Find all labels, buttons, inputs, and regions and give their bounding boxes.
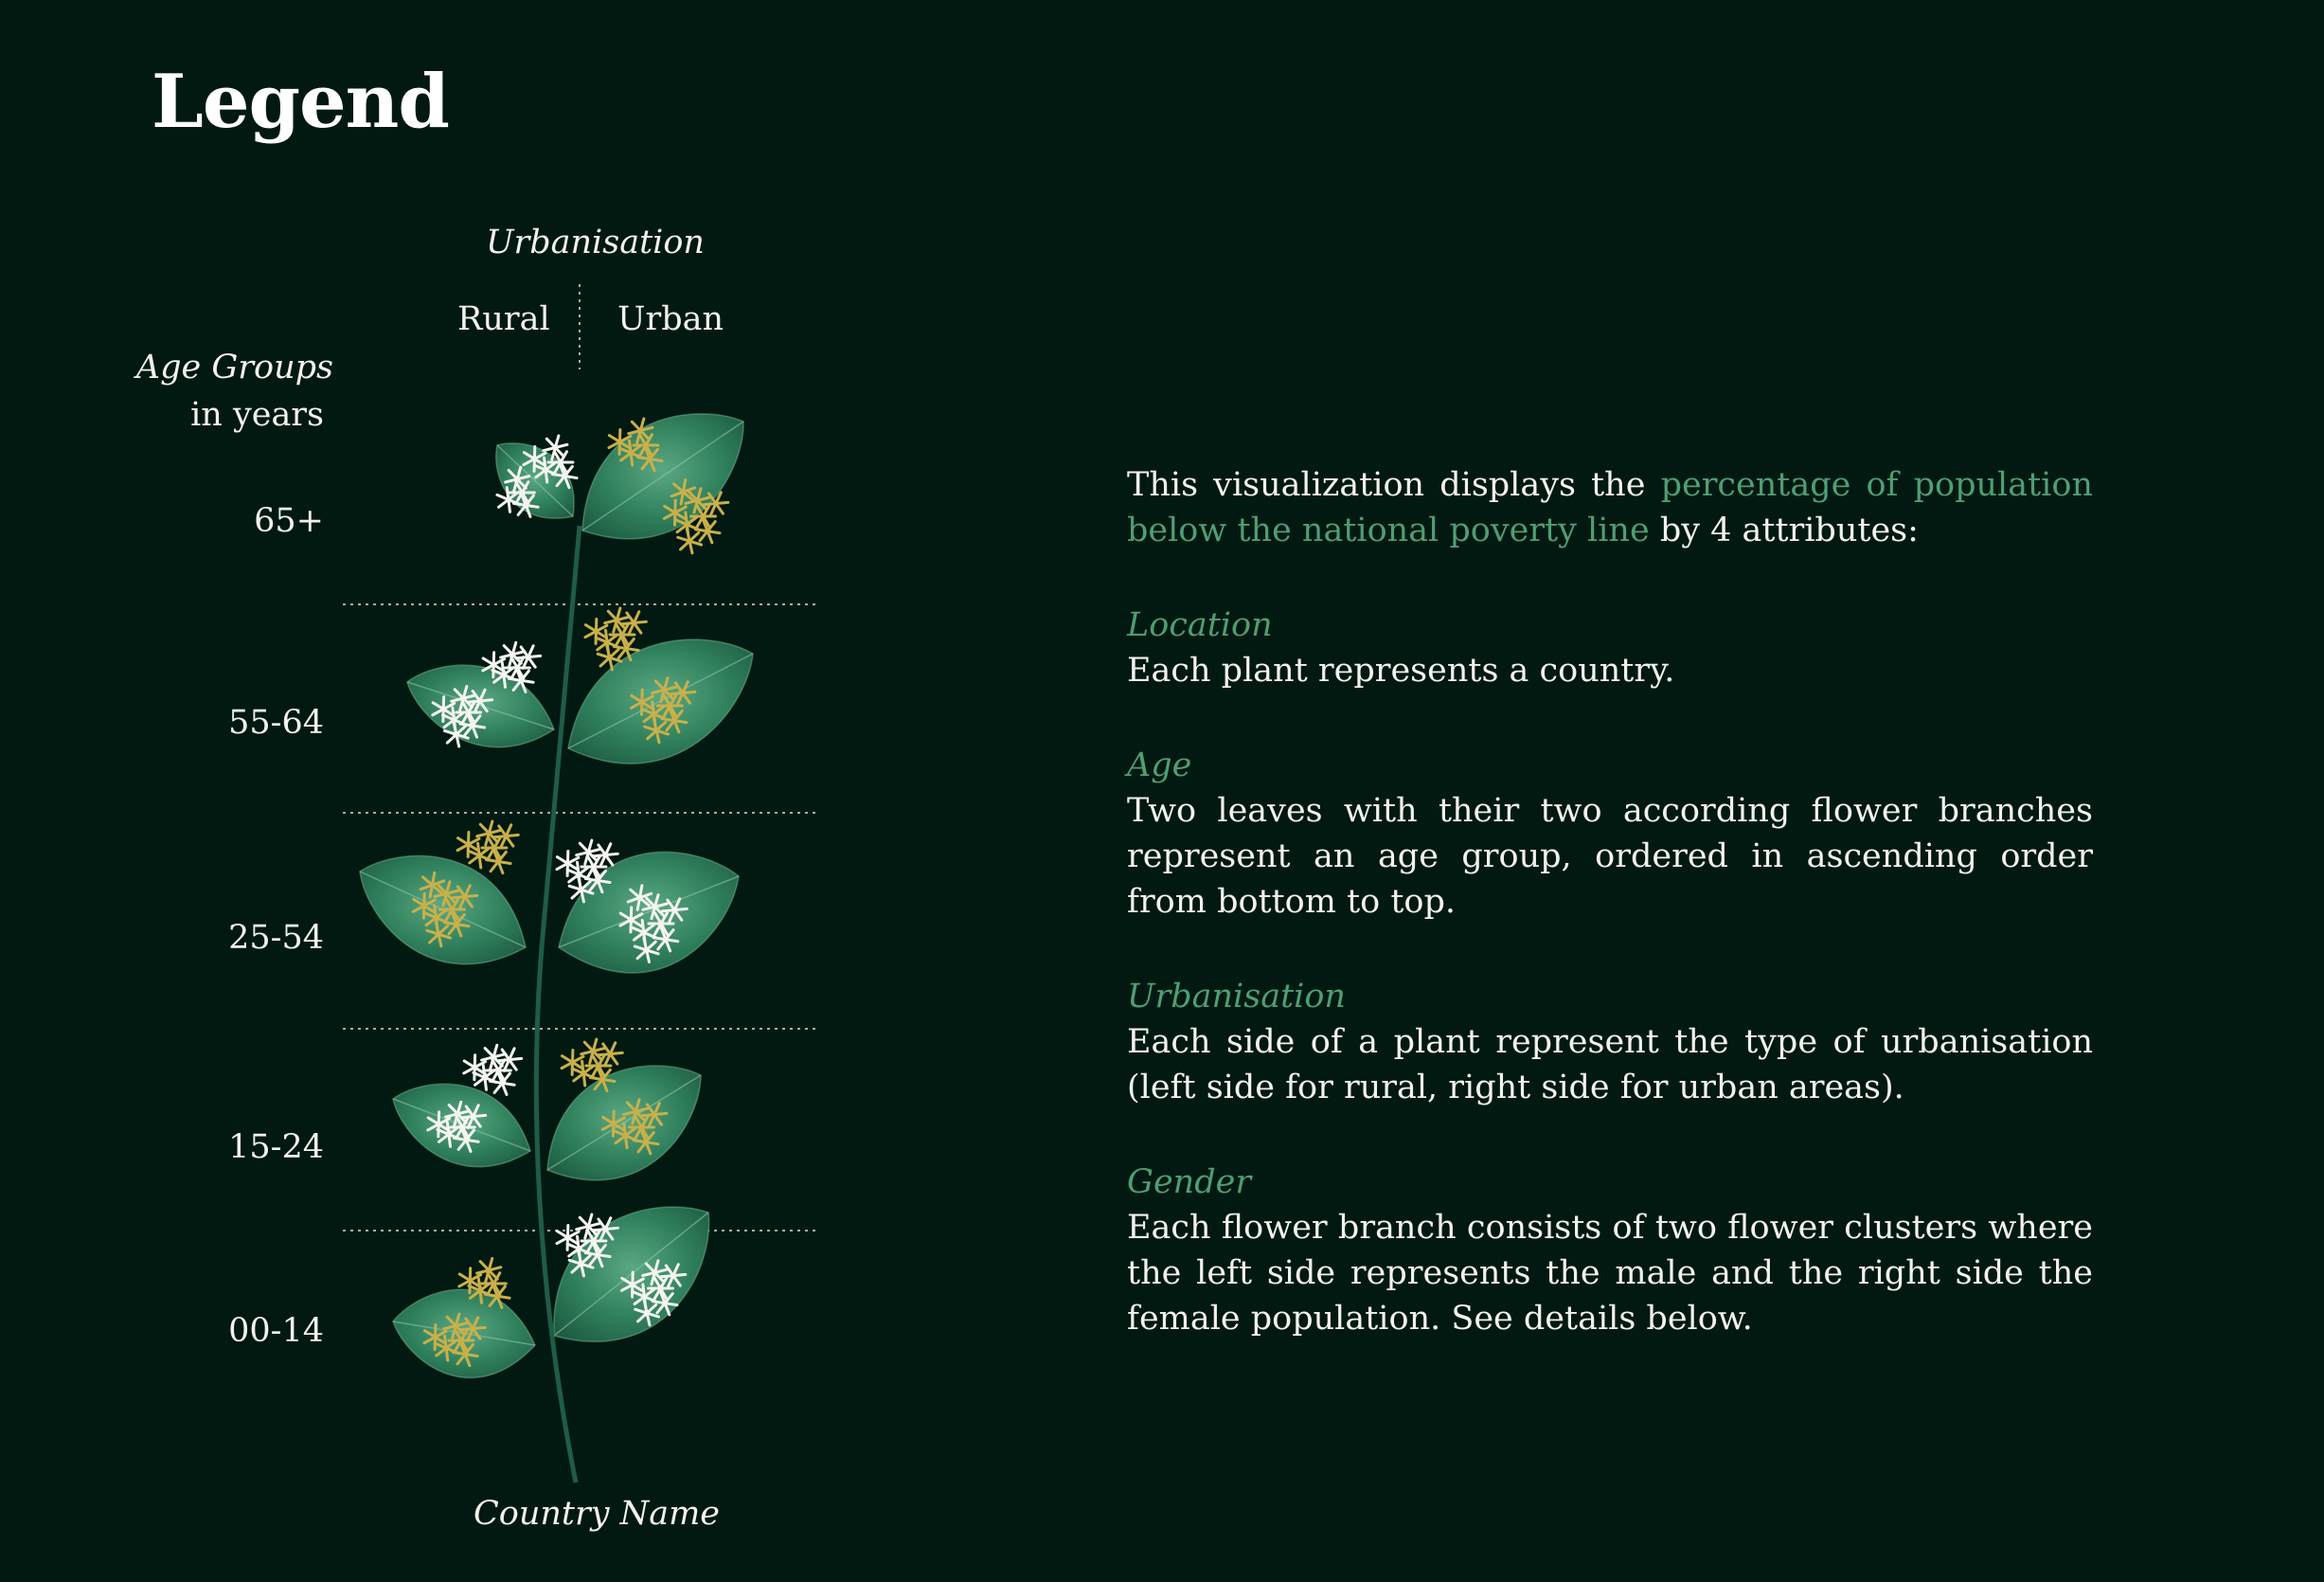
petal: [480, 700, 492, 701]
petal: [506, 836, 513, 847]
flower-cluster: [464, 1045, 522, 1094]
rural-label: Rural: [457, 300, 550, 338]
petal: [521, 680, 533, 682]
petal: [475, 1077, 485, 1085]
urbanisation-label: Urbanisation: [486, 224, 705, 261]
petal: [580, 1217, 588, 1226]
petal: [485, 1077, 487, 1089]
intro-highlight: percentage of population below the national poverty line: [1127, 466, 2093, 549]
petal: [580, 843, 588, 852]
petal: [707, 531, 720, 533]
petal: [446, 1348, 448, 1360]
petal: [608, 611, 617, 620]
petal: [602, 1080, 615, 1082]
section-urbanisation: [1127, 974, 2093, 1110]
petal: [689, 532, 699, 541]
petal: [526, 505, 538, 507]
age-group-label: 25-54: [228, 919, 324, 957]
section-location: [1127, 602, 2093, 693]
petal: [562, 1062, 572, 1068]
petal: [465, 1355, 477, 1357]
age-group-label: 65+: [254, 502, 324, 540]
petal: [456, 925, 469, 926]
petal: [598, 1054, 610, 1055]
petal: [480, 1290, 482, 1303]
flower-cluster: [457, 821, 518, 873]
petal: [460, 1329, 473, 1330]
petal: [598, 881, 610, 883]
petal: [593, 1230, 605, 1231]
petal: [499, 499, 509, 507]
petal: [528, 657, 536, 668]
petal: [459, 1274, 470, 1281]
petal: [610, 649, 619, 657]
petal: [516, 657, 528, 658]
petal: [634, 621, 646, 622]
petal: [498, 862, 510, 864]
petal: [479, 855, 481, 868]
age-group-label: 55-64: [228, 704, 324, 742]
petal: [457, 844, 468, 850]
section-heading: Urbanisation: [1127, 978, 1346, 1016]
petal: [480, 1262, 489, 1270]
petal: [650, 459, 662, 461]
petal: [453, 897, 465, 898]
petal: [507, 488, 509, 500]
petal: [661, 1276, 673, 1277]
petal: [545, 470, 547, 482]
petal: [621, 623, 634, 624]
petal: [605, 855, 613, 866]
age-groups-label: Age Groups: [135, 349, 333, 387]
petal: [509, 1058, 522, 1059]
petal: [493, 836, 506, 837]
section-heading: Location: [1127, 606, 1273, 644]
petal: [631, 453, 633, 465]
petal: [642, 1115, 654, 1116]
petal: [716, 504, 724, 514]
petal: [483, 658, 493, 665]
petal: [557, 1237, 567, 1243]
petal: [464, 1061, 474, 1068]
petal: [632, 422, 640, 430]
petal: [557, 1231, 567, 1238]
petal: [470, 855, 479, 863]
section-text: Each plant represents a country.: [1127, 652, 1675, 690]
petal: [466, 1140, 478, 1142]
petal: [449, 1134, 451, 1146]
section-text: Two leaves with their two according flower branches represent an age group, ordered in ascending order from bottom to top.: [1127, 792, 2093, 921]
petal: [497, 1060, 509, 1061]
petal: [557, 857, 567, 864]
petal: [497, 1296, 509, 1298]
petal: [564, 476, 577, 478]
petal: [674, 721, 687, 723]
petal: [605, 1228, 617, 1229]
petal: [473, 1327, 485, 1328]
petal: [662, 910, 674, 911]
petal: [598, 1255, 610, 1257]
petal: [626, 649, 638, 651]
petal: [509, 499, 510, 512]
petal: [585, 625, 596, 632]
petal: [474, 1115, 486, 1116]
section-heading: Age: [1127, 746, 1192, 784]
urban-label: Urban: [617, 300, 724, 338]
petal: [465, 895, 477, 896]
petal: [574, 1073, 583, 1081]
petal: [473, 726, 485, 728]
petal: [546, 439, 555, 447]
petal: [583, 1073, 585, 1086]
section-gender: [1127, 1160, 2093, 1341]
section-age: [1127, 743, 2093, 925]
description: [1127, 462, 2093, 1341]
petal: [704, 504, 716, 505]
petal: [610, 1052, 622, 1053]
petal: [673, 1274, 686, 1275]
petal: [665, 1303, 677, 1305]
section-heading: Gender: [1127, 1163, 1252, 1201]
section-text: Each flower branch consists of two flower clusters where the left side represents the male and the right side the female population. See details below.: [1127, 1209, 2093, 1338]
petal: [610, 1054, 617, 1065]
petal: [509, 1060, 517, 1070]
petal: [468, 701, 480, 702]
age-groups-unit-label: in years: [190, 396, 324, 434]
age-group-label: 15-24: [228, 1128, 324, 1166]
petal: [609, 436, 619, 442]
petal: [480, 824, 489, 833]
petal: [506, 835, 518, 836]
petal: [447, 734, 456, 743]
petal: [457, 838, 468, 845]
age-group-label: 00-14: [228, 1312, 324, 1350]
petal: [700, 531, 707, 541]
petal: [585, 631, 596, 637]
legend-title: Legend: [152, 59, 449, 145]
petal: [504, 646, 512, 655]
petal: [557, 863, 567, 869]
intro-paragraph: This visualization displays the percentage of population below the national poverty line by 4 attributes:: [1127, 466, 2093, 549]
petal: [634, 623, 641, 634]
petal: [654, 1113, 667, 1114]
petal: [716, 502, 728, 503]
petal: [674, 908, 687, 909]
petal: [494, 1083, 502, 1092]
petal: [681, 541, 690, 549]
petal: [562, 1056, 572, 1063]
country-name-label: Country Name: [474, 1495, 721, 1533]
petal: [625, 1136, 627, 1148]
petal: [504, 674, 506, 687]
petal: [584, 1042, 593, 1051]
petal: [502, 1083, 514, 1085]
petal: [666, 940, 678, 942]
petal: [646, 1142, 658, 1144]
petal: [491, 862, 498, 872]
petal: [670, 693, 683, 694]
petal: [593, 855, 605, 856]
petal: [485, 1049, 493, 1057]
petal: [600, 657, 610, 666]
section-text: Each side of a plant represent the type of urbanisation (left side for rural, right side for urban areas).: [1127, 1023, 2093, 1106]
petal: [461, 1117, 474, 1118]
